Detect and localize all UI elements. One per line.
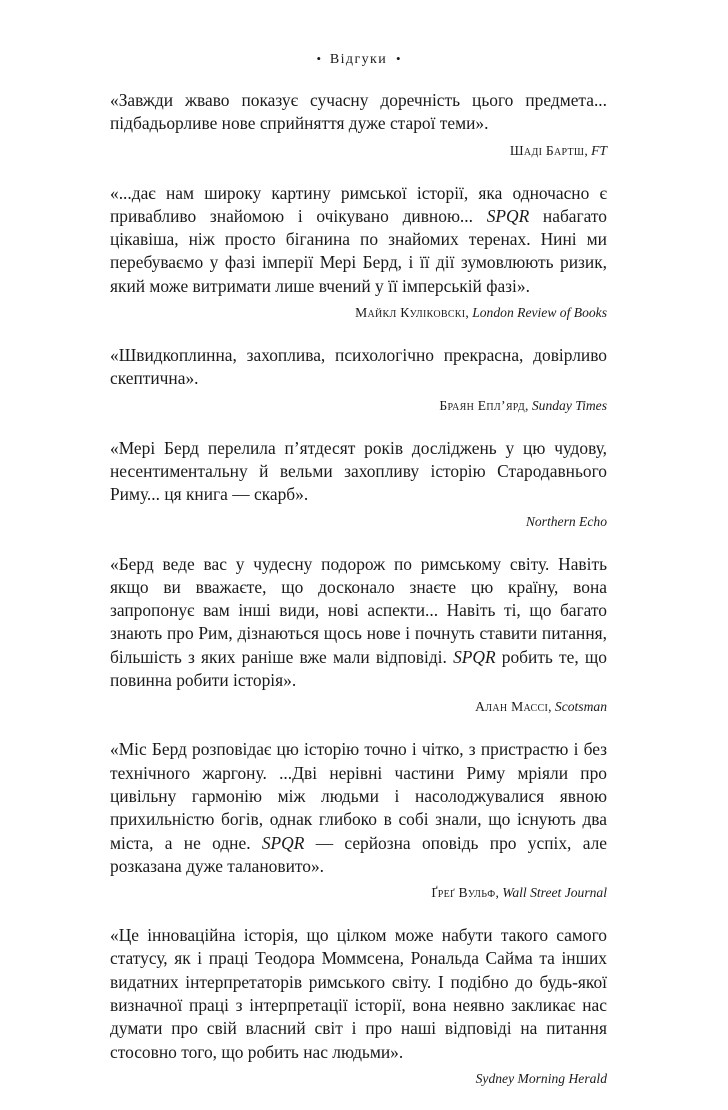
quote-text: «...дає нам широку картину римської історії, яка одночасно є привабливо знайомою і очікувано дивною... <box>110 182 607 226</box>
review-item <box>110 344 607 421</box>
review-author: Шаді Бартш <box>509 142 585 158</box>
review-author: Ґреґ Вульф <box>431 885 496 901</box>
review-quote: «Швидкоплинна, захоплива, психологічно прекрасна, довірливо скептична». <box>110 345 607 389</box>
review-source: Scotsman <box>554 699 607 715</box>
quote-text: — серйозна оповідь про успіх, але розказана дуже талановито». <box>110 832 607 876</box>
quote-book-title: SPQR <box>486 205 530 226</box>
review-item <box>110 924 607 1094</box>
review-quote: «Мері Берд перелила п’ятдесят років досліджень у цю чудову, несентиментальну й вельми захопливу історію Стародавнього Риму... ця книга — скарб». <box>110 437 607 505</box>
review-source: Sunday Times <box>531 397 607 413</box>
attribution-separator: , <box>584 142 592 158</box>
quote-text: набагато цікавіша, ніж просто біганина по знайомих теренах. Нині ми перебуваємо у фазі імперії Мері Берд, і її дії зумовлюють ризик, який може витримати лише вчений у її імперській фазі». <box>110 205 607 296</box>
quote-book-title: SPQR <box>261 832 305 853</box>
review-attribution <box>110 298 607 328</box>
review-quote <box>110 182 607 298</box>
quote-book-title: SPQR <box>453 646 496 667</box>
attribution-separator: , <box>548 699 555 715</box>
attribution-separator: , <box>525 397 532 413</box>
quote-text: робить те, що повинна робити історія». <box>110 646 608 691</box>
bullet-left-icon: • <box>316 51 321 66</box>
review-source: London Review of Books <box>472 305 607 321</box>
review-attribution <box>110 391 607 421</box>
review-quote <box>110 738 607 878</box>
review-item <box>110 437 607 537</box>
review-quote <box>110 553 607 693</box>
review-item <box>110 738 607 908</box>
running-head <box>110 50 607 69</box>
attribution-separator: , <box>495 885 503 901</box>
review-source: Sydney Morning Herald <box>475 1070 607 1086</box>
review-item <box>110 182 607 328</box>
review-attribution <box>110 1064 607 1094</box>
review-attribution <box>110 692 607 722</box>
review-source: FT <box>591 142 607 158</box>
review-attribution <box>110 507 607 537</box>
quote-text: «Берд веде вас у чудесну подорож по римському світу. Навіть якщо ви вважаєте, що досконало знаєте цю країну, вона запропонує вам інші види, нові аспекти... Навіть ті, що багато знають про Рим, дізнаються щось нове і почнуть ставити питання, більшість з яких раніше вже мали відповіді. <box>110 553 607 667</box>
review-author: Алан Массі <box>475 699 549 715</box>
review-quote: «Це інноваційна історія, що цілком може набути такого самого статусу, як і праці Теодора Моммсена, Рональда Сайма та інших видатних інтерпретаторів римського світу. І подібно до будь-якої визначної праці з інтерпретації історії, вона неявно закликає нас думати про свій власний світ і про наші відповіді на питання стосовно того, що робить нас людьми». <box>110 925 607 1062</box>
bullet-right-icon: • <box>396 51 401 66</box>
review-item <box>110 553 607 723</box>
attribution-separator: , <box>465 305 473 321</box>
review-attribution <box>110 878 607 908</box>
quote-text: «Міс Берд розповідає цю історію точно і чітко, з пристрастю і без технічного жаргону. ...Дві нерівні частини Риму мріяли про цивільну гармонію між людьми і насолоджувалися явною прихильністю богів, однак глибоко в собі знали, що існують два міста, а не одне. <box>110 739 607 853</box>
review-quote: «Завжди жваво показує сучасну доречність цього предмета... підбадьорливе нове сприйняття дуже старої теми». <box>110 90 607 134</box>
review-item <box>110 89 607 166</box>
running-head-title: Відгуки <box>329 52 388 67</box>
review-attribution <box>110 136 607 166</box>
review-source: Northern Echo <box>525 513 607 529</box>
review-author: Майкл Куліковскі <box>355 305 466 321</box>
review-source: Wall Street Journal <box>502 885 607 901</box>
review-author: Браян Епл’ярд <box>439 397 526 413</box>
reviews-list <box>110 89 607 1110</box>
